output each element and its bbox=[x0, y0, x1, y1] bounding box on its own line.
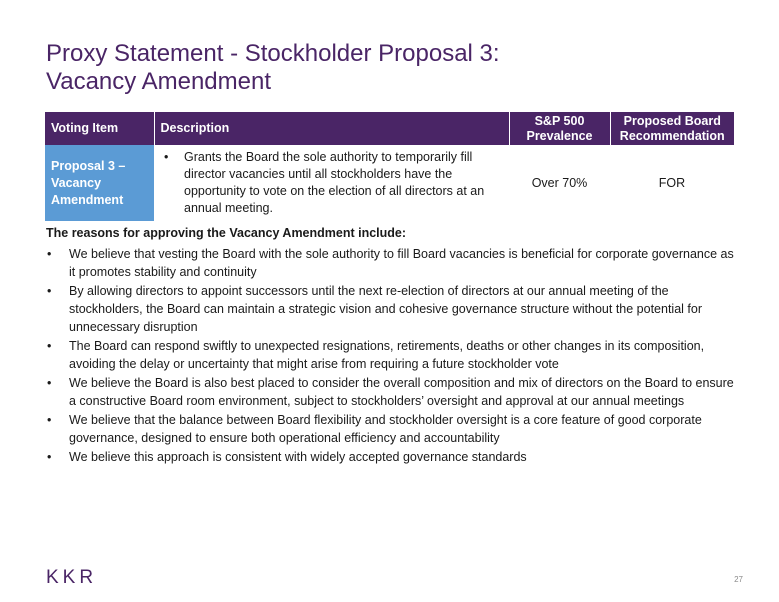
description-bullet: • Grants the Board the sole authority to temporarily fill director vacancies until all stockholders have the opportunity to vote on the election of all directors at an annual meeting. bbox=[172, 149, 509, 217]
page-title-line-2: Vacancy Amendment bbox=[46, 68, 272, 95]
reasons-list bbox=[46, 245, 736, 466]
reasons-heading: The reasons for approving the Vacancy Amendment include: bbox=[46, 226, 407, 240]
voting-item-cell bbox=[45, 145, 154, 221]
voting-table bbox=[45, 112, 734, 221]
page-title bbox=[46, 40, 746, 96]
list-item: • We believe this approach is consistent with widely accepted governance standards bbox=[46, 448, 736, 466]
voting-table-header-row bbox=[45, 112, 734, 145]
list-item: • We believe that vesting the Board with the sole authority to fill Board vacancies is beneficial for corporate governance as it promotes stability and continuity bbox=[46, 245, 736, 281]
header-voting-item: Voting Item bbox=[45, 112, 154, 145]
list-item: • The Board can respond swiftly to unexpected resignations, retirements, deaths or other changes in its composition, avoiding the delay or uncertainty that might arise from requiring a future stockholder vote bbox=[46, 337, 736, 373]
kkr-logo: KKR bbox=[46, 567, 98, 588]
header-board-recommendation bbox=[610, 112, 734, 145]
reasons-section bbox=[46, 225, 736, 467]
list-item: • We believe that the balance between Board flexibility and stockholder oversight is a core feature of good corporate governance, designed to ensure both operational efficiency and accountability bbox=[46, 411, 736, 447]
table-row bbox=[45, 145, 734, 221]
voting-item-line-1: Proposal 3 – bbox=[51, 158, 126, 173]
header-sp500-prevalence bbox=[509, 112, 610, 145]
header-recommendation-line-1: Proposed Board bbox=[623, 113, 721, 128]
header-prevalence-line-1: S&P 500 bbox=[534, 113, 585, 128]
voting-item-line-2: Vacancy bbox=[51, 175, 102, 190]
header-recommendation-line-2: Recommendation bbox=[619, 128, 725, 143]
list-item: • We believe the Board is also best placed to consider the overall composition and mix of directors on the Board to ensure a constructive Board room environment, subject to stockholders’ oversight and approval at our annual meetings bbox=[46, 374, 736, 410]
recommendation-cell: FOR bbox=[658, 176, 686, 190]
header-description: Description bbox=[154, 112, 509, 145]
page-title-line-1: Proxy Statement - Stockholder Proposal 3: bbox=[46, 40, 500, 67]
description-list bbox=[154, 149, 509, 217]
list-item: • By allowing directors to appoint successors until the next re-election of directors at our annual meeting of the stockholders, the Board can maintain a strategic vision and cohesive governance structure without the potential for unnecessary disruption bbox=[46, 282, 736, 336]
description-cell bbox=[154, 145, 509, 221]
prevalence-cell: Over 70% bbox=[531, 176, 588, 190]
header-prevalence-line-2: Prevalence bbox=[526, 128, 593, 143]
page-number: 27 bbox=[734, 575, 743, 584]
voting-item-line-3: Amendment bbox=[51, 192, 124, 207]
